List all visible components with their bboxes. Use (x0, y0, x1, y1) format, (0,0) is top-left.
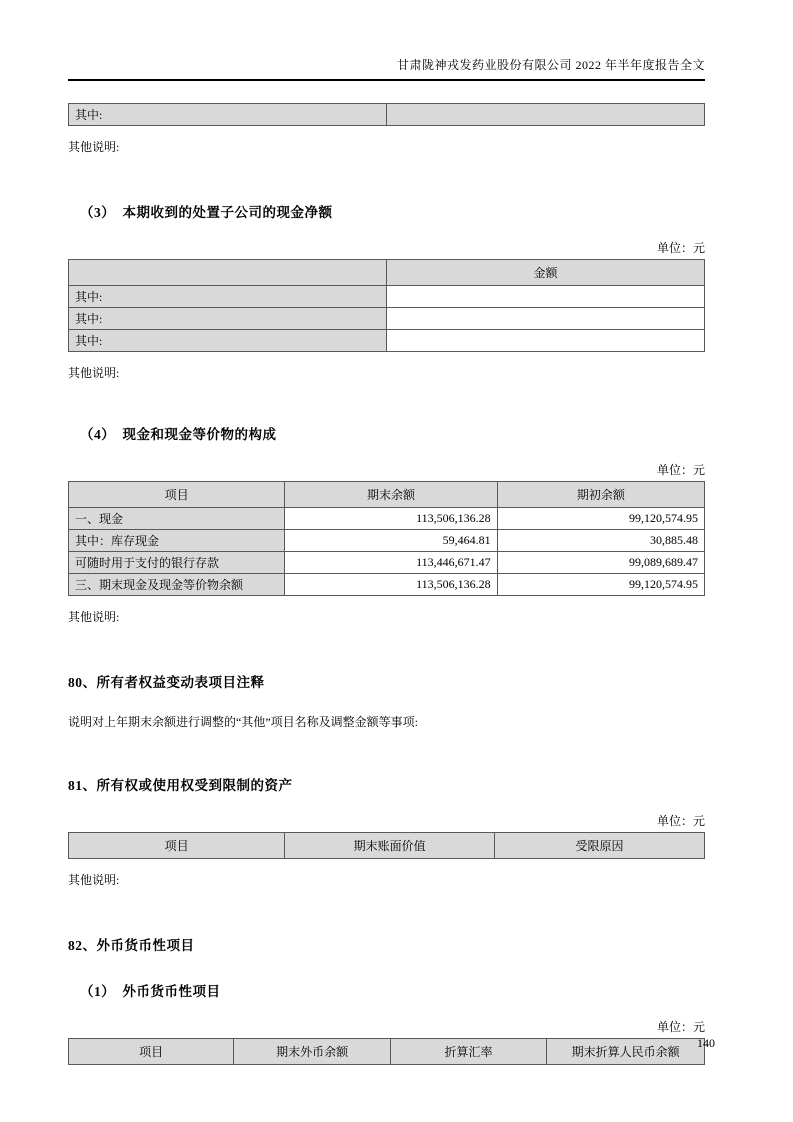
carryover-table (68, 103, 705, 126)
table-row (69, 286, 705, 308)
amount-cell: 113,506,136.28 (285, 574, 497, 596)
table-row (69, 574, 705, 596)
row-label-cell: 其中: (69, 104, 387, 126)
table-row (69, 104, 705, 126)
row-label-cell: 其中: (69, 286, 387, 308)
row-label-cell: 一、现金 (69, 508, 285, 530)
value-cell (387, 308, 705, 330)
table-row (69, 308, 705, 330)
table-row (69, 508, 705, 530)
header-cell: 期末外币余额 (234, 1039, 390, 1065)
table-row (69, 530, 705, 552)
row-label-cell: 其中: (69, 330, 387, 352)
table-row (69, 330, 705, 352)
header-cell: 期初余额 (497, 482, 704, 508)
table-header-row (69, 482, 705, 508)
restricted-assets-table (68, 832, 705, 859)
header-cell: 期末账面价值 (285, 833, 495, 859)
other-note: 其他说明: (68, 873, 120, 887)
section-3-table (68, 259, 705, 352)
amount-cell: 99,120,574.95 (497, 508, 704, 530)
amount-cell: 99,120,574.95 (497, 574, 704, 596)
report-title-header: 甘肃陇神戎发药业股份有限公司 2022 年半年度报告全文 (68, 56, 705, 81)
row-label-cell: 可随时用于支付的银行存款 (69, 552, 285, 574)
section-4-heading: （4） 现金和现金等价物的构成 (80, 427, 277, 442)
section-80-heading: 80、所有者权益变动表项目注释 (68, 675, 265, 690)
unit-label: 单位：元 (656, 241, 705, 255)
cash-equivalents-table (68, 481, 705, 596)
header-cell: 项目 (69, 833, 285, 859)
table-header-row (69, 833, 705, 859)
value-cell (387, 104, 705, 126)
header-cell: 期末折算人民币余额 (547, 1039, 705, 1065)
section-81-heading: 81、所有权或使用权受到限制的资产 (68, 778, 293, 793)
header-cell: 项目 (69, 482, 285, 508)
header-cell: 金额 (387, 260, 705, 286)
value-cell (387, 330, 705, 352)
amount-cell: 113,506,136.28 (285, 508, 497, 530)
other-note: 其他说明: (68, 366, 120, 380)
value-cell (387, 286, 705, 308)
header-cell: 项目 (69, 1039, 234, 1065)
other-note: 其他说明: (68, 140, 120, 154)
header-cell: 受限原因 (495, 833, 705, 859)
section-82-1-heading: （1） 外币货币性项目 (80, 984, 221, 999)
header-cell: 折算汇率 (390, 1039, 546, 1065)
amount-cell: 99,089,689.47 (497, 552, 704, 574)
unit-label: 单位：元 (656, 814, 705, 828)
amount-cell: 30,885.48 (497, 530, 704, 552)
amount-cell: 113,446,671.47 (285, 552, 497, 574)
page-number: 140 (697, 1036, 715, 1050)
row-label-cell: 三、期末现金及现金等价物余额 (69, 574, 285, 596)
amount-cell: 59,464.81 (285, 530, 497, 552)
table-row (69, 552, 705, 574)
row-label-cell: 其中：库存现金 (69, 530, 285, 552)
other-note: 其他说明: (68, 610, 120, 624)
section-80-body: 说明对上年期末余额进行调整的“其他”项目名称及调整金额等事项: (68, 715, 418, 729)
section-82-heading: 82、外币货币性项目 (68, 938, 195, 953)
unit-label: 单位：元 (656, 463, 705, 477)
header-cell: 期末余额 (285, 482, 497, 508)
section-3-heading: （3） 本期收到的处置子公司的现金净额 (80, 205, 333, 220)
row-label-cell: 其中: (69, 308, 387, 330)
table-header-row (69, 260, 705, 286)
foreign-currency-table (68, 1038, 705, 1065)
unit-label: 单位：元 (656, 1020, 705, 1034)
header-cell (69, 260, 387, 286)
table-header-row (69, 1039, 705, 1065)
